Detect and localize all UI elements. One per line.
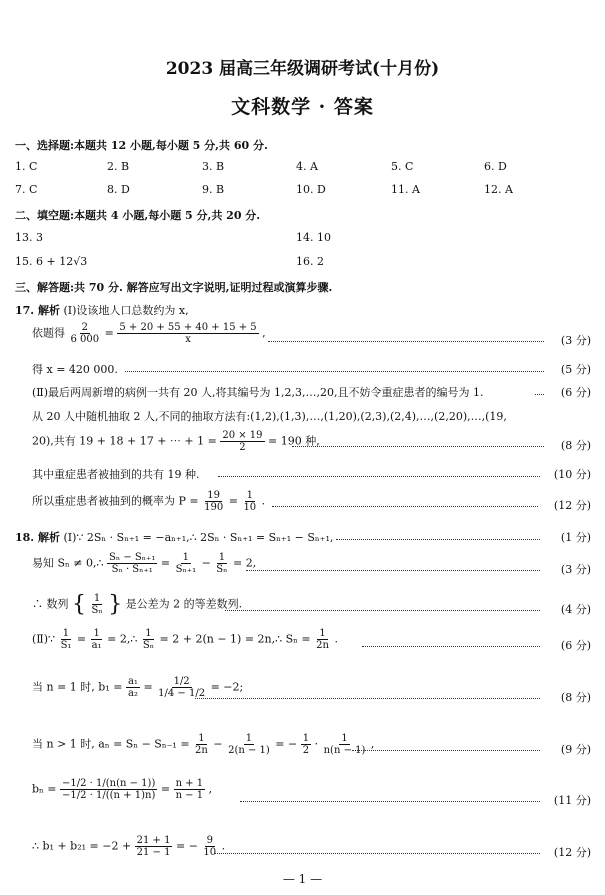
q18-l5-eq: = [143, 680, 153, 694]
q17-line1 [32, 322, 266, 345]
q18-l3-prefix: ∴ 数列 [32, 597, 69, 611]
frac-den: n − 1 [175, 790, 204, 801]
leader-dots [352, 750, 540, 751]
frac-num: 1 [93, 593, 101, 604]
q18-l4-eq1: = [76, 632, 87, 646]
q17-score-6: (6 分) [560, 386, 591, 399]
q18-l6-frac1 [193, 733, 210, 756]
answer-12: 12. A [484, 183, 513, 196]
q18-l5-suffix: = −2; [210, 680, 244, 694]
answer-9: 9. B [202, 183, 225, 196]
answer-11: 11. A [391, 183, 420, 196]
q18-line2 [32, 552, 256, 575]
q18-l2-frac1 [107, 552, 157, 575]
frac-num: 1 [218, 552, 226, 563]
frac-num: 1 [341, 733, 348, 744]
q18-l5-prefix: 当 n = 1 时, b₁ = [32, 680, 123, 694]
leader-dots [246, 570, 540, 571]
frac-den: 1/4 − 1/2 [158, 688, 206, 699]
q18-l7-suffix: , [208, 782, 213, 796]
q17-score-12: (12 分) [553, 499, 591, 512]
frac-den: 21 − 1 [136, 847, 171, 858]
q18-l2-frac3 [214, 552, 229, 575]
q18-l7-frac [174, 778, 206, 801]
q17-l7-frac2 [241, 490, 258, 513]
q17-l1-eq: = [104, 326, 114, 340]
answer-2: 2. B [107, 160, 130, 173]
q17-line7 [32, 490, 265, 513]
leader-dots [292, 446, 544, 447]
q18-line4 [32, 628, 338, 651]
q18-l5-bigfrac [156, 676, 207, 699]
frac-den: −1/2 · 1/((n + 1)n) [62, 790, 156, 801]
frac-den: 10 [203, 847, 217, 858]
leader-dots [225, 610, 540, 611]
q18-l4-suffix: . [334, 632, 338, 646]
frac-num: 1 [302, 733, 310, 744]
q18-l7-eq: = [160, 782, 171, 796]
frac-num: 21 + 1 [136, 835, 171, 846]
q18-l7-bigfrac [60, 778, 157, 801]
q18-l5-frac1 [126, 676, 140, 699]
frac-den: 2(n − 1) [228, 745, 270, 756]
answer-14: 14. 10 [296, 231, 331, 244]
frac-den: a₁ [91, 640, 102, 651]
answer-13: 13. 3 [15, 231, 43, 244]
q18-l6-frac2 [226, 733, 272, 756]
frac-den: 2 [302, 745, 310, 756]
q18-l6-minus: − [213, 737, 223, 751]
q18-line1 [15, 529, 333, 545]
q18-l6-prefix: 当 n > 1 时, aₙ = Sₙ − Sₙ₋₁ = [32, 737, 190, 751]
q17-line4: 从 20 人中随机抽取 2 人,不同的抽取方法有:(1,2),(1,3),…,(1,20),(2,3),(2,4),…,(2,20),…,(19, [32, 410, 507, 423]
q17-l7-prefix: 所以重症患者被抽到的概率为 P = [32, 494, 199, 508]
q18-l6-frac3 [301, 733, 311, 756]
q17-score-10: (10 分) [553, 468, 591, 481]
leader-dots [268, 341, 544, 342]
frac-den: S₁ [60, 640, 72, 651]
frac-den: a₂ [127, 688, 138, 699]
answer-10: 10. D [296, 183, 326, 196]
frac-num: 5 + 20 + 55 + 40 + 15 + 5 [119, 322, 257, 333]
q18-l8-eq: = − [175, 839, 198, 853]
q18-l2-eq: = [160, 556, 171, 570]
frac-den: 190 [204, 502, 224, 513]
frac-den: 10 [243, 502, 257, 513]
q17-block [15, 302, 189, 318]
q18-l4-frac4 [314, 628, 331, 651]
frac-den: x [185, 334, 191, 345]
frac-num: 1 [198, 733, 205, 744]
frac-den: 2n [195, 745, 208, 756]
exam-subtitle: 文科数学 · 答案 [231, 96, 374, 118]
section3-heading: 三、解答题:共 70 分. 解答应写出文字说明,证明过程或演算步骤. [15, 281, 333, 294]
q17-l5-prefix: 20),共有 19 + 18 + 17 + ⋯ + 1 = [32, 434, 217, 448]
leader-dots [218, 476, 540, 477]
frac-num: 1/2 [173, 676, 190, 687]
frac-den: Sₙ [142, 640, 155, 651]
q17-label: 17. 解析 [15, 304, 60, 317]
q18-l1-text: (Ⅰ)∵ 2Sₙ · Sₙ₊₁ = −aₙ₊₁,∴ 2Sₙ · Sₙ₊₁ = Sₙ₊₁ − Sₙ₊₁, [63, 531, 334, 544]
q18-l4-rest: = 2 + 2(n − 1) = 2n,∴ Sₙ = [159, 632, 311, 646]
q17-l1-suffix: , [262, 326, 266, 340]
leader-dots [336, 539, 540, 540]
q18-l6-dot: · [314, 737, 319, 751]
q18-line5 [32, 676, 243, 699]
leader-dots [195, 698, 540, 699]
frac-num: n + 1 [175, 778, 204, 789]
q17-l5-frac [220, 430, 264, 453]
q18-label: 18. 解析 [15, 531, 60, 544]
q18-line7 [32, 778, 212, 801]
exam-title: 2023 届高三年级调研考试(十月份) [165, 59, 440, 79]
q18-l4-frac1 [59, 628, 74, 651]
q18-score-4: (4 分) [560, 603, 591, 616]
q18-score-3: (3 分) [560, 563, 591, 576]
answer-4: 4. A [296, 160, 318, 173]
frac-den: 6 000 [70, 334, 100, 345]
q17-line5 [32, 430, 320, 453]
q18-l8-frac1 [135, 835, 173, 858]
q18-l6-suffix: , [370, 737, 375, 751]
frac-num: a₁ [127, 676, 138, 687]
leader-dots [272, 506, 538, 507]
q18-l8-suffix: . [221, 839, 226, 853]
leader-dots [535, 394, 544, 395]
q17-score-8: (8 分) [560, 439, 591, 452]
page-number: — 1 — [282, 872, 323, 886]
q17-intro: (Ⅰ)设该地人口总数约为 x, [63, 304, 189, 317]
q18-score-12: (12 分) [553, 846, 591, 859]
q17-line2: 得 x = 420 000. [32, 363, 118, 376]
frac-num: 1 [93, 628, 100, 639]
q17-score-5: (5 分) [560, 363, 591, 376]
leader-dots [215, 853, 540, 854]
q18-line8 [32, 835, 225, 858]
q18-score-6: (6 分) [560, 639, 591, 652]
q17-line6: 其中重症患者被抽到的共有 19 种. [32, 468, 200, 481]
q18-l4-prefix: (Ⅱ)∵ [32, 632, 56, 646]
q18-l8-frac2 [201, 835, 218, 858]
frac-den: Sₙ [91, 605, 103, 616]
q18-l3-frac [90, 593, 105, 616]
q18-l8-prefix: ∴ b₁ + b₂₁ = −2 + [32, 839, 132, 853]
q17-l7-frac1 [202, 490, 225, 513]
leader-dots [125, 371, 544, 372]
q17-score-3: (3 分) [560, 334, 591, 347]
right-brace: } [108, 592, 123, 617]
answer-16: 16. 2 [296, 255, 324, 268]
q18-score-11: (11 分) [553, 794, 591, 807]
frac-num: 1 [246, 490, 253, 501]
frac-num: −1/2 · 1/(n(n − 1)) [62, 778, 156, 789]
answer-1: 1. C [15, 160, 38, 173]
frac-den: 2n [316, 640, 329, 651]
q17-l5-suffix: = 190 种, [268, 434, 320, 448]
leader-dots [240, 801, 540, 802]
frac-num: 19 [207, 490, 221, 501]
frac-num: 1 [145, 628, 152, 639]
frac-num: 1 [319, 628, 326, 639]
section2-heading: 二、填空题:本题共 4 小题,每小题 5 分,共 20 分. [15, 209, 261, 222]
frac-den: Sₙ · Sₙ₊₁ [111, 564, 153, 575]
q18-l6-eq: = − [275, 737, 298, 751]
q18-l2-suffix: = 2, [232, 556, 257, 570]
q18-score-8: (8 分) [560, 691, 591, 704]
answer-6: 6. D [484, 160, 507, 173]
frac-num: 1 [182, 552, 190, 563]
frac-num: 2 [81, 322, 88, 333]
answer-3: 3. B [202, 160, 225, 173]
q17-l7-suffix: . [261, 494, 266, 508]
q17-l7-eq: = [228, 494, 238, 508]
q18-l4-mid: = 2,∴ [107, 632, 138, 646]
frac-den: Sₙ [216, 564, 228, 575]
frac-num: 20 × 19 [222, 430, 263, 441]
q18-l2-frac2 [174, 552, 198, 575]
q18-score-1: (1 分) [560, 531, 591, 544]
answer-5: 5. C [391, 160, 414, 173]
answer-7: 7. C [15, 183, 38, 196]
q17-l1-frac1 [69, 322, 102, 345]
frac-num: 9 [206, 835, 213, 846]
q18-score-9: (9 分) [560, 743, 591, 756]
leader-dots [362, 646, 540, 647]
q18-l6-frac4 [322, 733, 368, 756]
q18-l7-prefix: bₙ = [32, 782, 57, 796]
section1-heading: 一、选择题:本题共 12 小题,每小题 5 分,共 60 分. [15, 139, 268, 152]
frac-den: Sₙ₊₁ [175, 564, 197, 575]
q18-l4-frac3 [141, 628, 156, 651]
q18-line3 [32, 592, 242, 617]
q17-l1-frac2 [117, 322, 258, 345]
q18-l3-suffix: 是公差为 2 的等差数列. [125, 597, 243, 611]
left-brace: { [72, 592, 86, 617]
answer-15: 15. 6 + 12√3 [15, 255, 88, 268]
answer-8: 8. D [107, 183, 130, 196]
q17-l1-prefix: 依题得 [32, 326, 65, 340]
q18-l4-frac2 [90, 628, 104, 651]
frac-num: 1 [62, 628, 70, 639]
q18-l2-prefix: 易知 Sₙ ≠ 0,∴ [32, 556, 104, 570]
frac-den: n(n − 1) [323, 745, 366, 756]
frac-num: Sₙ − Sₙ₊₁ [109, 552, 156, 563]
q18-l2-minus: − [201, 556, 211, 570]
q18-line6 [32, 733, 374, 756]
frac-num: 1 [245, 733, 253, 744]
q17-line3: (Ⅱ)最后两周新增的病例一共有 20 人,将其编号为 1,2,3,…,20,且不妨令重症患者的编号为 1. [32, 386, 484, 399]
frac-den: 2 [239, 442, 246, 453]
